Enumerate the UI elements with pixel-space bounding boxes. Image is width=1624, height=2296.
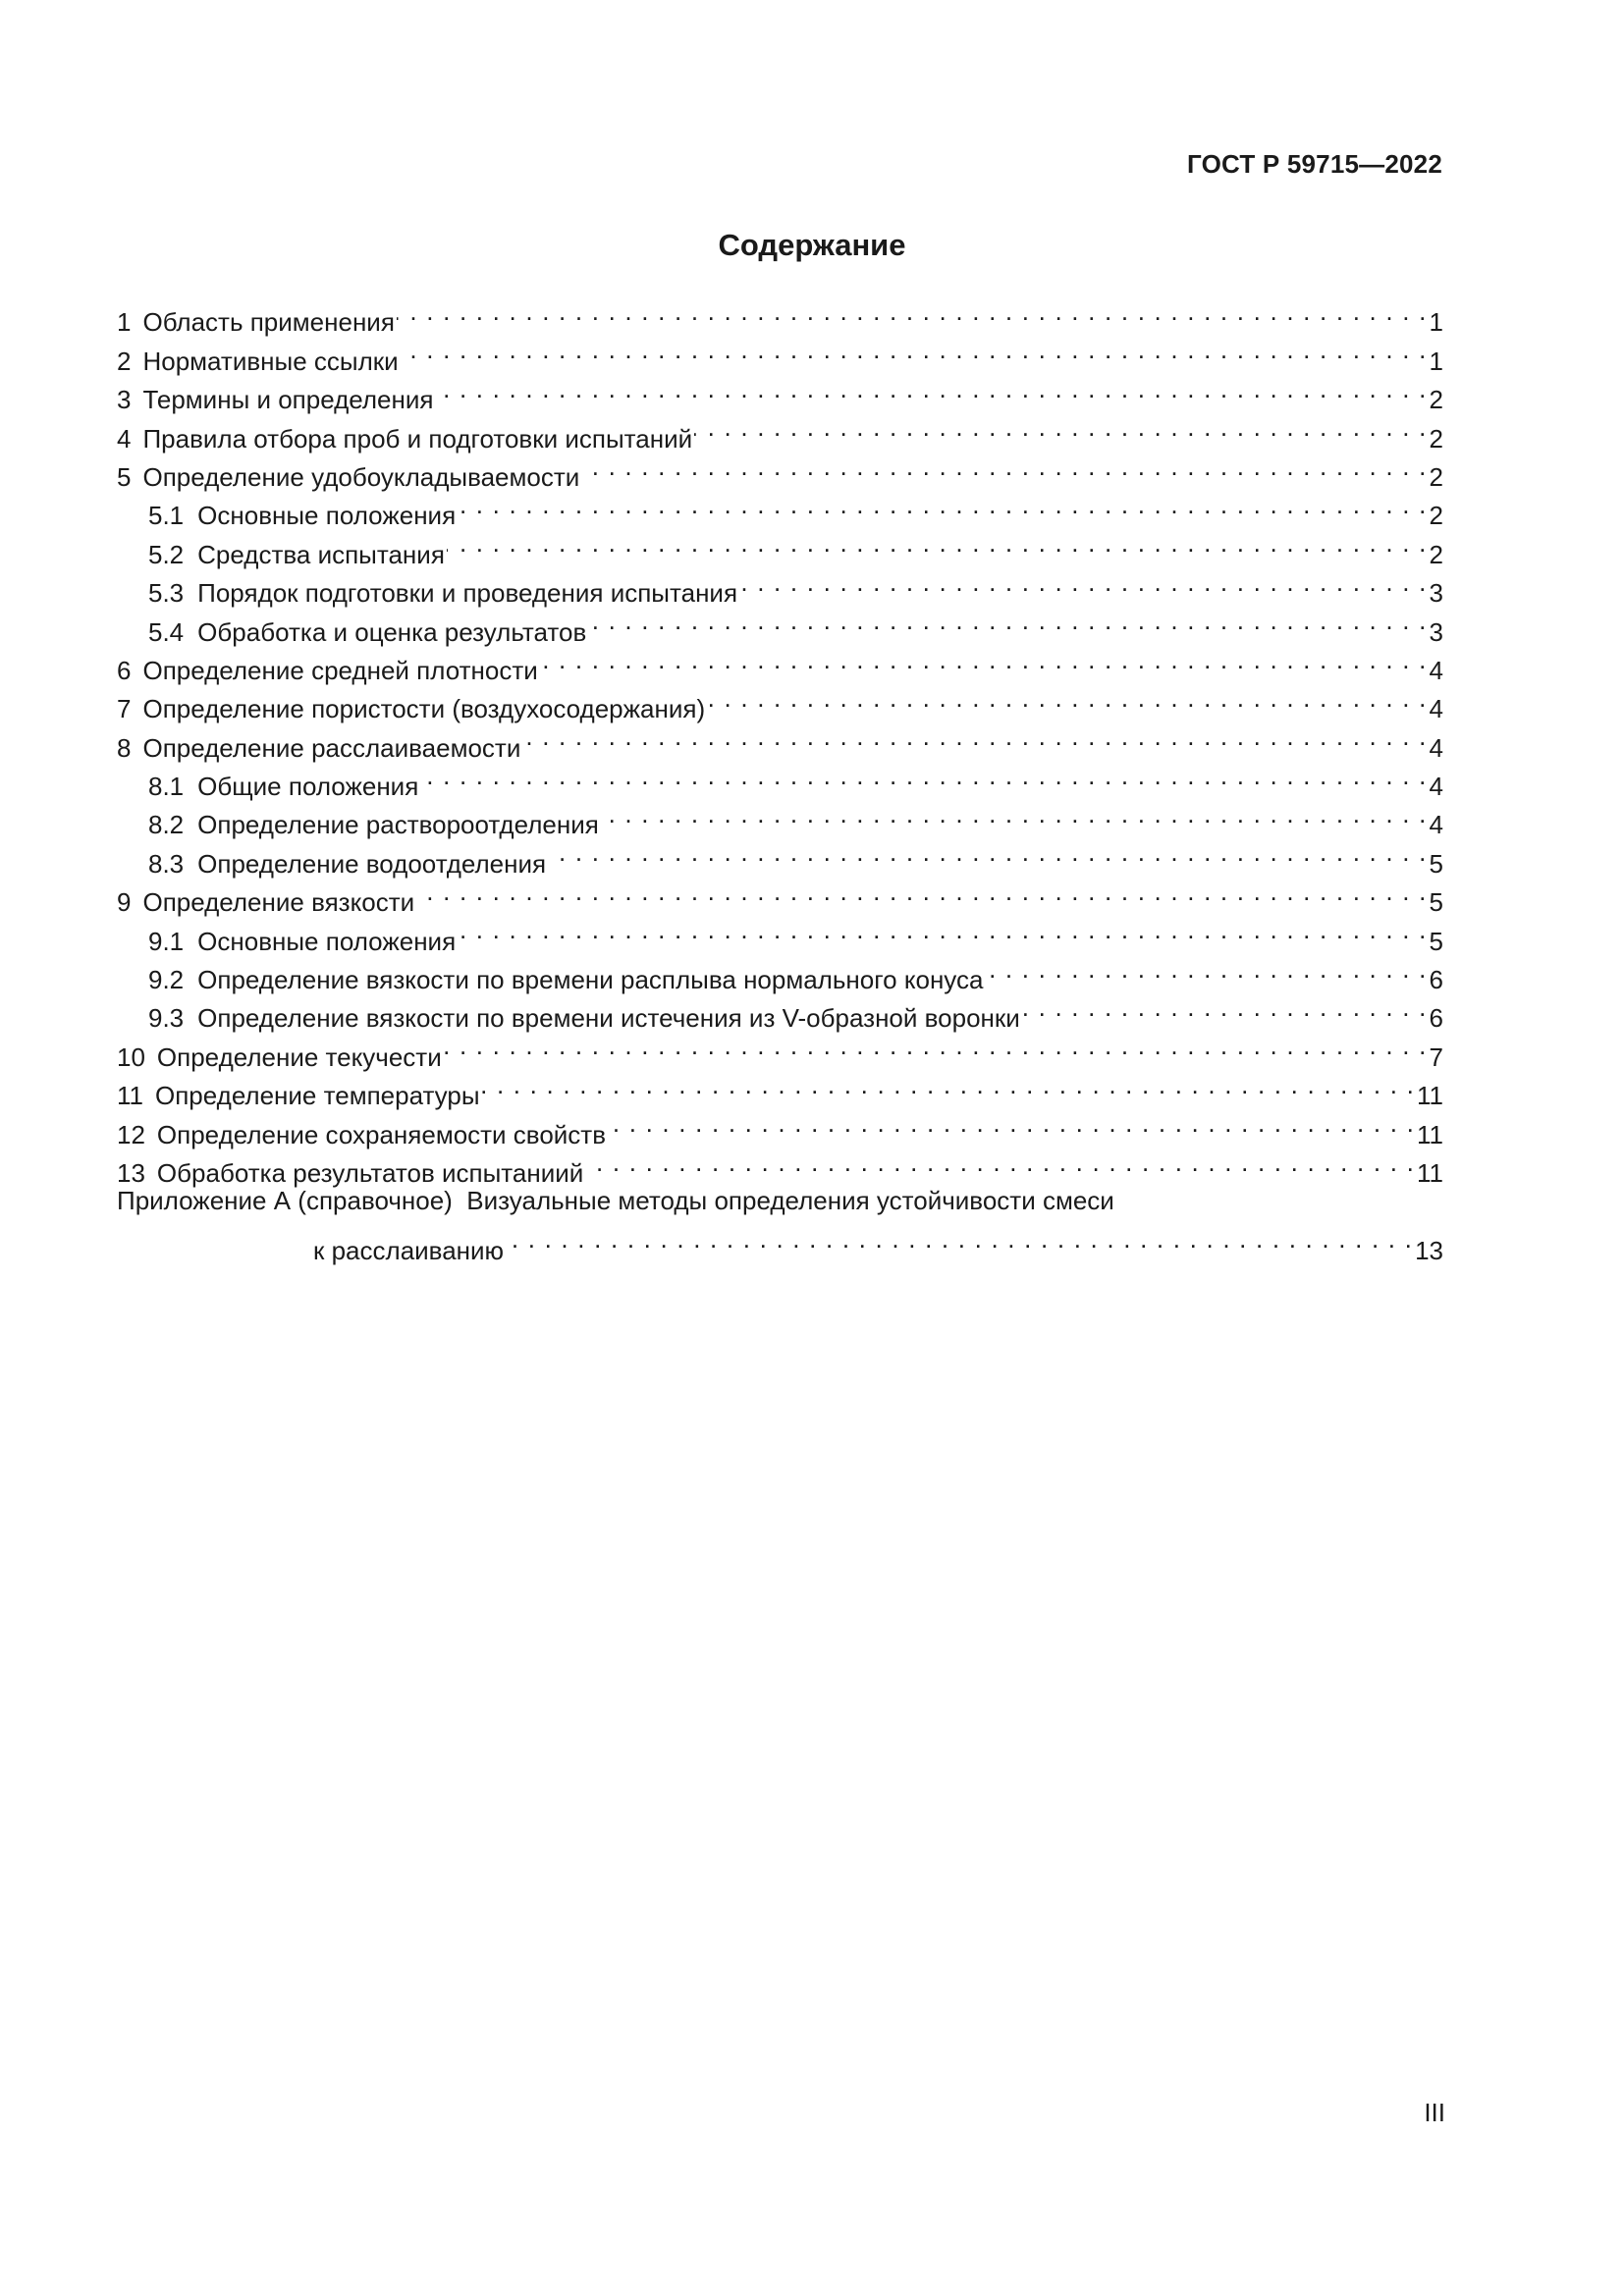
appendix-title-line2: к расслаиванию — [313, 1235, 505, 1265]
toc-leader-dots — [585, 1144, 1415, 1182]
toc-leader-dots — [416, 873, 1427, 911]
toc-leader-dots — [397, 293, 1428, 331]
toc-entry-number: 9 — [117, 887, 132, 918]
toc-entry-label: Область применения — [142, 307, 395, 338]
toc-entry-page: 5 — [1429, 848, 1443, 879]
toc-entry-page: 2 — [1429, 501, 1443, 531]
appendix-prefix: Приложение А (справочное) — [117, 1185, 453, 1215]
toc-entry-number: 8.3 — [148, 848, 185, 879]
toc-entry-page: 6 — [1429, 1003, 1443, 1034]
toc-entry-number: 9.3 — [148, 1003, 185, 1034]
toc-entry-label: Определение вязкости по времени истечения из V-образной воронки — [197, 1003, 1020, 1034]
toc-entry-label: Основные положения — [197, 501, 457, 531]
toc-entry-number: 12 — [117, 1119, 145, 1149]
toc-entry-label: Общие положения — [197, 772, 419, 802]
toc-entry-label: Обработка и оценка результатов — [197, 616, 587, 647]
toc-entry-label: Порядок подготовки и проведения испытания — [197, 578, 738, 609]
toc-entry-number: 11 — [117, 1081, 143, 1111]
toc-entry-page: 5 — [1429, 887, 1443, 918]
toc-entry-number: 5.2 — [148, 539, 185, 569]
toc-entry-label: Определение текучести — [156, 1041, 442, 1072]
toc-entry-page: 11 — [1417, 1081, 1443, 1111]
toc-entry-label: Определение вязкости — [142, 887, 415, 918]
toc-entry-number: 6 — [117, 655, 132, 685]
toc-entry-label: Определение расслаиваемости — [142, 732, 521, 763]
toc-leader-dots — [458, 486, 1427, 524]
toc-entry-number: 9.1 — [148, 926, 185, 956]
toc-leader-dots — [458, 911, 1427, 949]
toc-entry-page: 4 — [1429, 694, 1443, 724]
toc-leader-dots — [985, 950, 1427, 988]
toc-leader-dots — [435, 370, 1427, 408]
toc-entry-label: Нормативные ссылки — [142, 346, 399, 376]
toc-entry-label: Средства испытания — [197, 539, 445, 569]
toc-entry-label: Определение температуры — [155, 1081, 480, 1111]
appendix-page: 13 — [1415, 1235, 1443, 1265]
toc-entry-label: Определение раствороотделения — [197, 810, 599, 840]
toc-entry-label: Определение средней плотности — [142, 655, 538, 685]
appendix-second-line — [117, 1220, 1443, 1265]
page-title: Содержание — [718, 228, 906, 262]
toc-entry-page: 4 — [1429, 655, 1443, 685]
toc-entry-page: 7 — [1429, 1041, 1443, 1072]
toc-entry-page: 2 — [1429, 385, 1443, 415]
toc-leader-dots — [540, 641, 1428, 679]
toc-entry-page: 2 — [1429, 539, 1443, 569]
toc-leader-dots — [506, 1220, 1413, 1258]
toc-entry-number: 8 — [117, 732, 132, 763]
toc-leader-dots — [581, 448, 1427, 486]
toc-leader-dots — [522, 718, 1427, 756]
toc-appendix-entry[interactable] — [117, 1182, 1443, 1265]
toc-leader-dots — [444, 1027, 1428, 1065]
toc-leader-dots — [420, 757, 1427, 795]
toc-leader-dots — [608, 1104, 1415, 1143]
toc-leader-dots — [588, 602, 1427, 640]
toc-entry-number: 4 — [117, 423, 132, 454]
toc-entry-number: 1 — [117, 307, 132, 338]
toc-entry-page: 5 — [1429, 926, 1443, 956]
toc-leader-dots — [447, 524, 1428, 562]
toc-entry-label: Термины и определения — [142, 385, 434, 415]
toc-entry-number: 5.3 — [148, 578, 185, 609]
toc-entry-label: Обработка результатов испытаниий — [156, 1157, 584, 1188]
toc-entry[interactable] — [117, 293, 1443, 338]
toc-entry-page: 1 — [1429, 307, 1443, 338]
toc-entry-number: 5.1 — [148, 501, 185, 531]
toc-entry-label: Правила отбора проб и подготовки испытаний — [142, 423, 693, 454]
toc-entry-page: 1 — [1429, 346, 1443, 376]
toc-entry-page: 11 — [1417, 1157, 1443, 1188]
toc-leader-dots — [707, 679, 1427, 718]
toc-leader-dots — [548, 833, 1427, 872]
toc-entry-number: 8.2 — [148, 810, 185, 840]
toc-entry-page: 6 — [1429, 965, 1443, 995]
toc-entry-page: 3 — [1429, 578, 1443, 609]
appendix-title-line1: Визуальные методы определения устойчивости смеси — [466, 1185, 1114, 1215]
toc-entry-number: 8.1 — [148, 772, 185, 802]
toc-entry-page: 4 — [1429, 810, 1443, 840]
toc-entry-number: 5 — [117, 461, 132, 492]
toc-entry-page: 4 — [1429, 732, 1443, 763]
toc-leader-dots — [694, 408, 1427, 447]
table-of-contents — [117, 293, 1443, 1265]
toc-leader-dots — [739, 563, 1428, 602]
toc-leader-dots — [1022, 988, 1428, 1027]
appendix-first-line — [117, 1182, 1443, 1220]
toc-entry-label: Основные положения — [197, 926, 457, 956]
toc-entry-page: 2 — [1429, 461, 1443, 492]
toc-leader-dots — [482, 1066, 1415, 1104]
toc-entry-label: Определение вязкости по времени расплыва нормального конуса — [197, 965, 984, 995]
toc-entry-number: 10 — [117, 1041, 145, 1072]
toc-entry-number: 7 — [117, 694, 132, 724]
toc-entry-label: Определение пористости (воздухосодержания) — [142, 694, 706, 724]
toc-entry-number: 2 — [117, 346, 132, 376]
toc-entry-number: 3 — [117, 385, 132, 415]
toc-leader-dots — [601, 795, 1428, 833]
toc-entry-label: Определение сохраняемости свойств — [156, 1119, 607, 1149]
toc-entry-number: 9.2 — [148, 965, 185, 995]
toc-entry-label: Определение водоотделения — [197, 848, 547, 879]
toc-entry-number: 13 — [117, 1157, 145, 1188]
toc-entry-page: 4 — [1429, 772, 1443, 802]
page-number: III — [1424, 2098, 1445, 2127]
document-code: ГОСТ Р 59715—2022 — [1187, 149, 1442, 179]
toc-entry-page: 3 — [1429, 616, 1443, 647]
toc-entry-page: 2 — [1429, 423, 1443, 454]
toc-leader-dots — [401, 331, 1428, 369]
toc-entry-number: 5.4 — [148, 616, 185, 647]
toc-entry-page: 11 — [1417, 1119, 1443, 1149]
toc-entry-label: Определение удобоукладываемости — [142, 461, 580, 492]
